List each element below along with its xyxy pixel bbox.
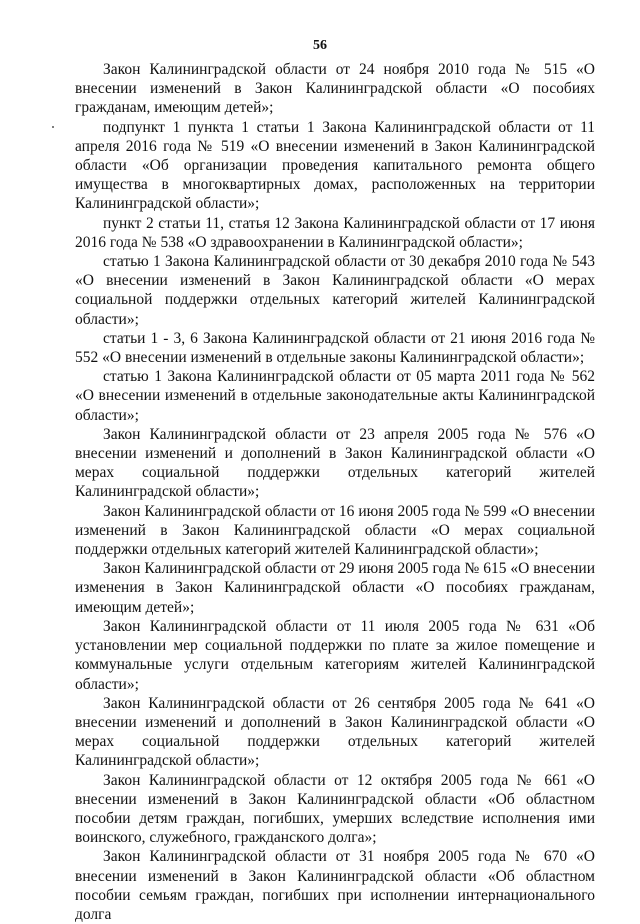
- law-entry: подпункт 1 пункта 1 статьи 1 Закона Калининградской области от 11 апреля 2016 года № 519 «О внесении изменений в Закон Калининградской области «Об организации проведения капитального ремонта общего имущества в многоквартирных домах, расположенных на территории Калининградской области»;: [75, 118, 595, 213]
- law-entry: статью 1 Закона Калининградской области от 05 марта 2011 года № 562 «О внесении изменений в отдельные законодательные акты Калининградской области»;: [75, 368, 595, 424]
- law-entry: статьи 1 - 3, 6 Закона Калининградской области от 21 июня 2016 года № 552 «О внесении изменений в отдельные законы Калининградской области»;: [75, 329, 595, 367]
- law-entry: Закон Калининградской области от 12 октября 2005 года № 661 «О внесении изменений в Закон Калининградской области «Об областном пособии детям граждан, погибших, умерших вследствие исполнения ими воинского, служебного, гражданского долга»;: [75, 771, 595, 847]
- law-entry: Закон Калининградской области от 26 сентября 2005 года № 641 «О внесении изменений и дополнений в Закон Калининградской области «О мерах социальной поддержки отдельных категорий жителей Калининградской области»;: [75, 694, 595, 770]
- page-number: 56: [313, 38, 327, 53]
- law-entry: статью 1 Закона Калининградской области от 30 декабря 2010 года № 543 «О внесении изменений в Закон Калининградской области «О мерах социальной поддержки отдельных категорий жителей Калининградской области»;: [75, 253, 595, 328]
- law-entry: Закон Калининградской области от 24 ноября 2010 года № 515 «О внесении изменений в Закон Калининградской области «О пособиях гражданам, имеющим детей»;: [75, 61, 595, 117]
- law-entry: Закон Калининградской области от 11 июля 2005 года № 631 «Об установлении мер социальной поддержки по плате за жилое помещение и коммунальные услуги отдельным категориям жителей Калининградской области»;: [75, 617, 595, 693]
- law-entry: Закон Калининградской области от 23 апреля 2005 года № 576 «О внесении изменений и дополнений в Закон Калининградской области «О мерах социальной поддержки отдельных категорий жителей Калининградской области»;: [75, 425, 595, 501]
- law-entry: Закон Калининградской области от 16 июня 2005 года № 599 «О внесении изменений в Закон Калининградской области «О мерах социальной поддержки отдельных категорий жителей Калининградской области»;: [75, 502, 595, 559]
- law-entry: пункт 2 статьи 11, статья 12 Закона Калининградской области от 17 июня 2016 года № 538 «О здравоохранении в Калининградской области»;: [75, 214, 595, 251]
- law-list: [75, 60, 595, 924]
- law-entry: Закон Калининградской области от 31 ноября 2005 года № 670 «О внесении изменений в Закон Калининградской области «Об областном пособии семьям граждан, погибших при исполнении интернационального долга: [75, 848, 595, 923]
- scan-speck: [52, 126, 54, 128]
- law-entry: Закон Калининградской области от 29 июня 2005 года № 615 «О внесении изменения в Закон Калининградской области «О пособиях гражданам, имеющим детей»;: [75, 560, 595, 616]
